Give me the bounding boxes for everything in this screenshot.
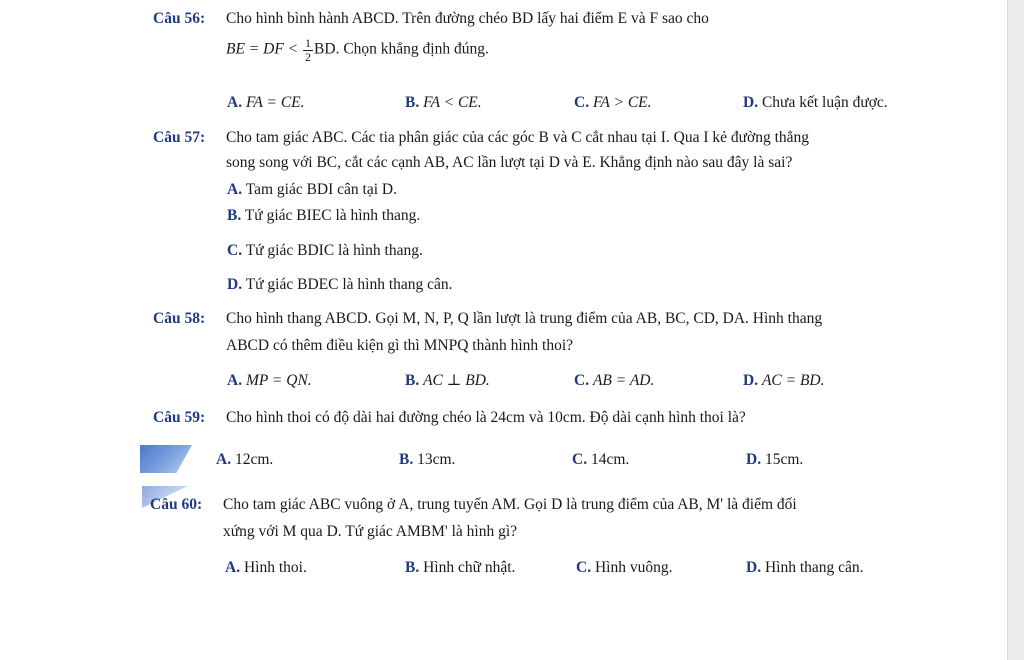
option-text: Hình thang cân. xyxy=(764,559,864,576)
option-d[interactable] xyxy=(743,95,888,111)
option-text: Tứ giác BDIC là hình thang. xyxy=(245,242,423,259)
question-text-line-2: ABCD có thêm điều kiện gì thì MNPQ thành hình thoi? xyxy=(226,337,574,354)
option-text: Tứ giác BIEC là hình thang. xyxy=(244,207,421,224)
option-text: FA > CE. xyxy=(592,94,652,111)
question-number: Câu 58: xyxy=(153,310,206,327)
option-text: Tứ giác BDEC là hình thang cân. xyxy=(245,276,453,293)
option-text: AC ⊥ BD. xyxy=(423,372,490,389)
option-text: Hình chữ nhật. xyxy=(423,559,516,576)
option-label: A. xyxy=(216,451,232,468)
option-label: D. xyxy=(227,276,243,293)
option-text: AB = AD. xyxy=(592,372,655,389)
question-text-line-1: Cho tam giác ABC. Các tia phân giác của các góc B và C cắt nhau tại I. Qua I kẻ đường thẳng xyxy=(226,129,810,146)
option-b[interactable] xyxy=(405,95,482,111)
option-b[interactable] xyxy=(399,452,455,468)
option-d[interactable] xyxy=(746,452,803,468)
question-number: Câu 60: xyxy=(150,496,203,513)
question-text-line-1: Cho hình thoi có độ dài hai đường chéo là 24cm và 10cm. Độ dài cạnh hình thoi là? xyxy=(226,409,746,426)
option-label: A. xyxy=(227,181,243,198)
question-text-line-1: Cho hình thang ABCD. Gọi M, N, P, Q lần lượt là trung điểm của AB, BC, CD, DA. Hình thang xyxy=(226,310,823,327)
option-c[interactable] xyxy=(572,452,629,468)
option-label: C. xyxy=(574,94,590,111)
option-c[interactable] xyxy=(574,95,652,111)
question-text-line-2 xyxy=(226,37,489,63)
option-a[interactable] xyxy=(227,95,305,111)
option-label: D. xyxy=(746,559,762,576)
option-text: 13cm. xyxy=(417,451,456,468)
option-c[interactable] xyxy=(574,373,654,389)
option-a[interactable] xyxy=(227,373,312,389)
option-label: C. xyxy=(574,372,590,389)
option-label: A. xyxy=(225,559,241,576)
option-text: Hình thoi. xyxy=(243,559,307,576)
option-b[interactable] xyxy=(405,373,490,389)
question-text-line-2: xứng với M qua D. Tứ giác AMBM' là hình gì? xyxy=(223,523,518,540)
option-text: MP = QN. xyxy=(245,372,312,389)
option-label: D. xyxy=(743,94,759,111)
option-label: D. xyxy=(743,372,759,389)
option-text: Hình vuông. xyxy=(594,559,673,576)
option-label: B. xyxy=(399,451,414,468)
page-right-edge xyxy=(1007,0,1024,660)
option-text: Chưa kết luận được. xyxy=(761,94,888,111)
option-label: A. xyxy=(227,94,243,111)
option-text: 15cm. xyxy=(764,451,804,468)
option-a[interactable] xyxy=(227,182,397,198)
option-text: 12cm. xyxy=(234,451,274,468)
option-text: FA = CE. xyxy=(245,94,305,111)
question-number: Câu 57: xyxy=(153,129,206,146)
question-text-line-1: Cho hình bình hành ABCD. Trên đường chéo BD lấy hai điểm E và F sao cho xyxy=(226,10,709,27)
option-text: FA < CE. xyxy=(423,94,482,111)
option-label: B. xyxy=(405,559,420,576)
option-label: C. xyxy=(576,559,592,576)
option-label: A. xyxy=(227,372,243,389)
option-label: D. xyxy=(746,451,762,468)
fraction-numerator: 1 xyxy=(305,36,312,50)
formula-text: BE = DF < xyxy=(226,40,299,58)
bookmark-marker xyxy=(140,445,192,473)
fraction-denominator: 2 xyxy=(305,49,312,64)
option-d[interactable] xyxy=(746,560,864,576)
option-a[interactable] xyxy=(225,560,307,576)
option-label: B. xyxy=(227,207,242,224)
question-text-line-1: Cho tam giác ABC vuông ở A, trung tuyến AM. Gọi D là trung điểm của AB, M' là điểm đối xyxy=(223,496,797,513)
option-d[interactable] xyxy=(227,277,453,293)
option-label: B. xyxy=(405,372,420,389)
option-text: AC = BD. xyxy=(761,372,825,389)
question-text-line-2: song song với BC, cắt các cạnh AB, AC lần lượt tại D và E. Khẳng định nào sau đây là sai? xyxy=(226,154,793,171)
option-text: Tam giác BDI cân tại D. xyxy=(245,181,397,198)
question-number: Câu 59: xyxy=(153,409,206,426)
option-b[interactable] xyxy=(227,208,420,224)
option-c[interactable] xyxy=(227,243,423,259)
option-label: B. xyxy=(405,94,420,111)
option-b[interactable] xyxy=(405,560,515,576)
option-c[interactable] xyxy=(576,560,672,576)
question-number: Câu 56: xyxy=(153,10,206,27)
formula-tail: BD. Chọn khẳng định đúng. xyxy=(314,40,489,58)
option-label: C. xyxy=(572,451,588,468)
option-d[interactable] xyxy=(743,373,825,389)
fraction xyxy=(303,37,313,63)
option-label: C. xyxy=(227,242,243,259)
option-a[interactable] xyxy=(216,452,273,468)
option-text: 14cm. xyxy=(590,451,630,468)
